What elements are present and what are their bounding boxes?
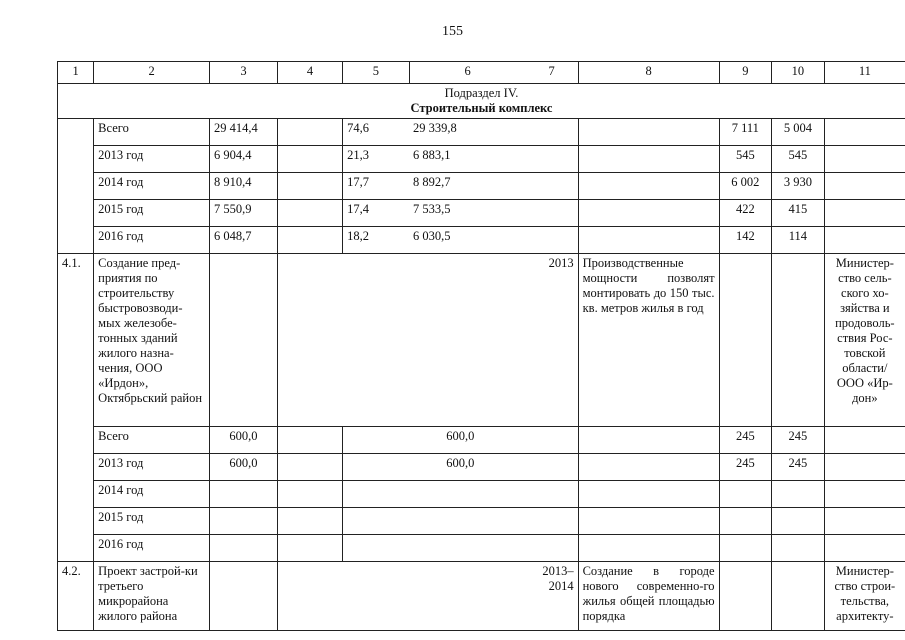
cell-col6: 29 339,8	[409, 119, 578, 146]
section-subtitle: Подраздел IV.	[444, 86, 519, 100]
table-row	[58, 562, 905, 631]
row-label: 2014 год	[94, 481, 210, 508]
cell-col5: 17,4	[343, 200, 409, 227]
col-num-6: 6	[409, 62, 526, 84]
cell-col6: 8 892,7	[409, 173, 578, 200]
cell-col10: 545	[772, 146, 825, 173]
item-year: 2013– 2014	[542, 564, 574, 593]
cell-col3	[209, 508, 277, 535]
cell-col9: 245	[719, 454, 772, 481]
cell-col3: 6 048,7	[209, 227, 277, 254]
row-label: 2015 год	[94, 200, 210, 227]
section-header-row	[58, 84, 905, 119]
cell-col10: 5 004	[772, 119, 825, 146]
cell-col5: 74,6	[343, 119, 409, 146]
cell-col10: 245	[772, 454, 825, 481]
table-row	[58, 535, 905, 562]
col-num-2: 2	[94, 62, 210, 84]
cell-col9	[719, 535, 772, 562]
item-number: 4.2.	[58, 562, 94, 631]
cell-col6: 6 883,1	[409, 146, 578, 173]
item-name: Проект застрой-ки третьего микрорайона жилого района	[94, 562, 210, 631]
cell-col3: 600,0	[209, 454, 277, 481]
page-number: 155	[442, 24, 463, 39]
cell-col3: 8 910,4	[209, 173, 277, 200]
cell-col10: 415	[772, 200, 825, 227]
cell-col5: 21,3	[343, 146, 409, 173]
item-result: Создание в городе нового современно-го жилья общей площадью порядка	[578, 562, 719, 631]
table-row	[58, 173, 905, 200]
cell-col3: 29 414,4	[209, 119, 277, 146]
table-row	[58, 454, 905, 481]
table-row	[58, 508, 905, 535]
row-label: Всего	[94, 119, 210, 146]
section-title: Строительный комплекс	[410, 101, 553, 115]
col-num-1: 1	[58, 62, 94, 84]
col-num-9: 9	[719, 62, 772, 84]
cell-col10: 3 930	[772, 173, 825, 200]
item-result: Производственные мощности позволят монтировать до 150 тыс. кв. метров жилья в год	[578, 254, 719, 427]
cell-col9: 6 002	[719, 173, 772, 200]
cell-col5: 17,7	[343, 173, 409, 200]
cell-col9: 422	[719, 200, 772, 227]
row-label: 2015 год	[94, 508, 210, 535]
row-label: 2013 год	[94, 146, 210, 173]
item-executor: Министер-ство сель-ского хо-зяйства и продоволь-ствия Рос-товской области/ ООО «Ир-дон»	[824, 254, 905, 427]
col-num-4: 4	[277, 62, 342, 84]
cell-col10: 114	[772, 227, 825, 254]
col-num-8: 8	[578, 62, 719, 84]
cell-col6: 600,0	[343, 427, 579, 454]
table-row	[58, 427, 905, 454]
item-executor: Министер-ство строи-тельства, архитекту-	[824, 562, 905, 631]
row-label: 2016 год	[94, 227, 210, 254]
cell-col6	[343, 535, 579, 562]
row-label: 2016 год	[94, 535, 210, 562]
cell-col3	[209, 481, 277, 508]
item-number: 4.1.	[58, 254, 94, 562]
item-name: Создание пред-приятия по строительству быстровозводи-мых железобе-тонных зданий жилого назна-чения, ООО «Ирдон», Октябрьский район	[94, 254, 210, 427]
cell-col5: 18,2	[343, 227, 409, 254]
cell-col6	[343, 481, 579, 508]
table-row	[58, 254, 905, 427]
col-num-10: 10	[772, 62, 825, 84]
cell-col10	[772, 535, 825, 562]
cell-col9	[719, 508, 772, 535]
cell-col9: 7 111	[719, 119, 772, 146]
cell-col6: 7 533,5	[409, 200, 578, 227]
cell-col6: 6 030,5	[409, 227, 578, 254]
cell-col9: 245	[719, 427, 772, 454]
table-row	[58, 146, 905, 173]
cell-col10: 245	[772, 427, 825, 454]
column-numbers-row	[58, 62, 905, 84]
cell-col3	[209, 535, 277, 562]
col-num-5: 5	[343, 62, 409, 84]
row-label: 2013 год	[94, 454, 210, 481]
item-year: 2013	[277, 254, 578, 427]
table-row	[58, 119, 905, 146]
cell-col9	[719, 481, 772, 508]
investment-projects-table	[57, 61, 905, 631]
col-num-11: 11	[824, 62, 905, 84]
table-row	[58, 481, 905, 508]
table-row	[58, 200, 905, 227]
table-row	[58, 227, 905, 254]
cell-col6: 600,0	[343, 454, 579, 481]
col-num-3: 3	[209, 62, 277, 84]
cell-col10	[772, 481, 825, 508]
cell-col6	[343, 508, 579, 535]
cell-col3: 600,0	[209, 427, 277, 454]
cell-col9: 142	[719, 227, 772, 254]
cell-col10	[772, 508, 825, 535]
cell-col9: 545	[719, 146, 772, 173]
row-label: 2014 год	[94, 173, 210, 200]
cell-col3: 7 550,9	[209, 200, 277, 227]
col-num-7: 7	[526, 62, 579, 84]
row-label: Всего	[94, 427, 210, 454]
cell-col3: 6 904,4	[209, 146, 277, 173]
